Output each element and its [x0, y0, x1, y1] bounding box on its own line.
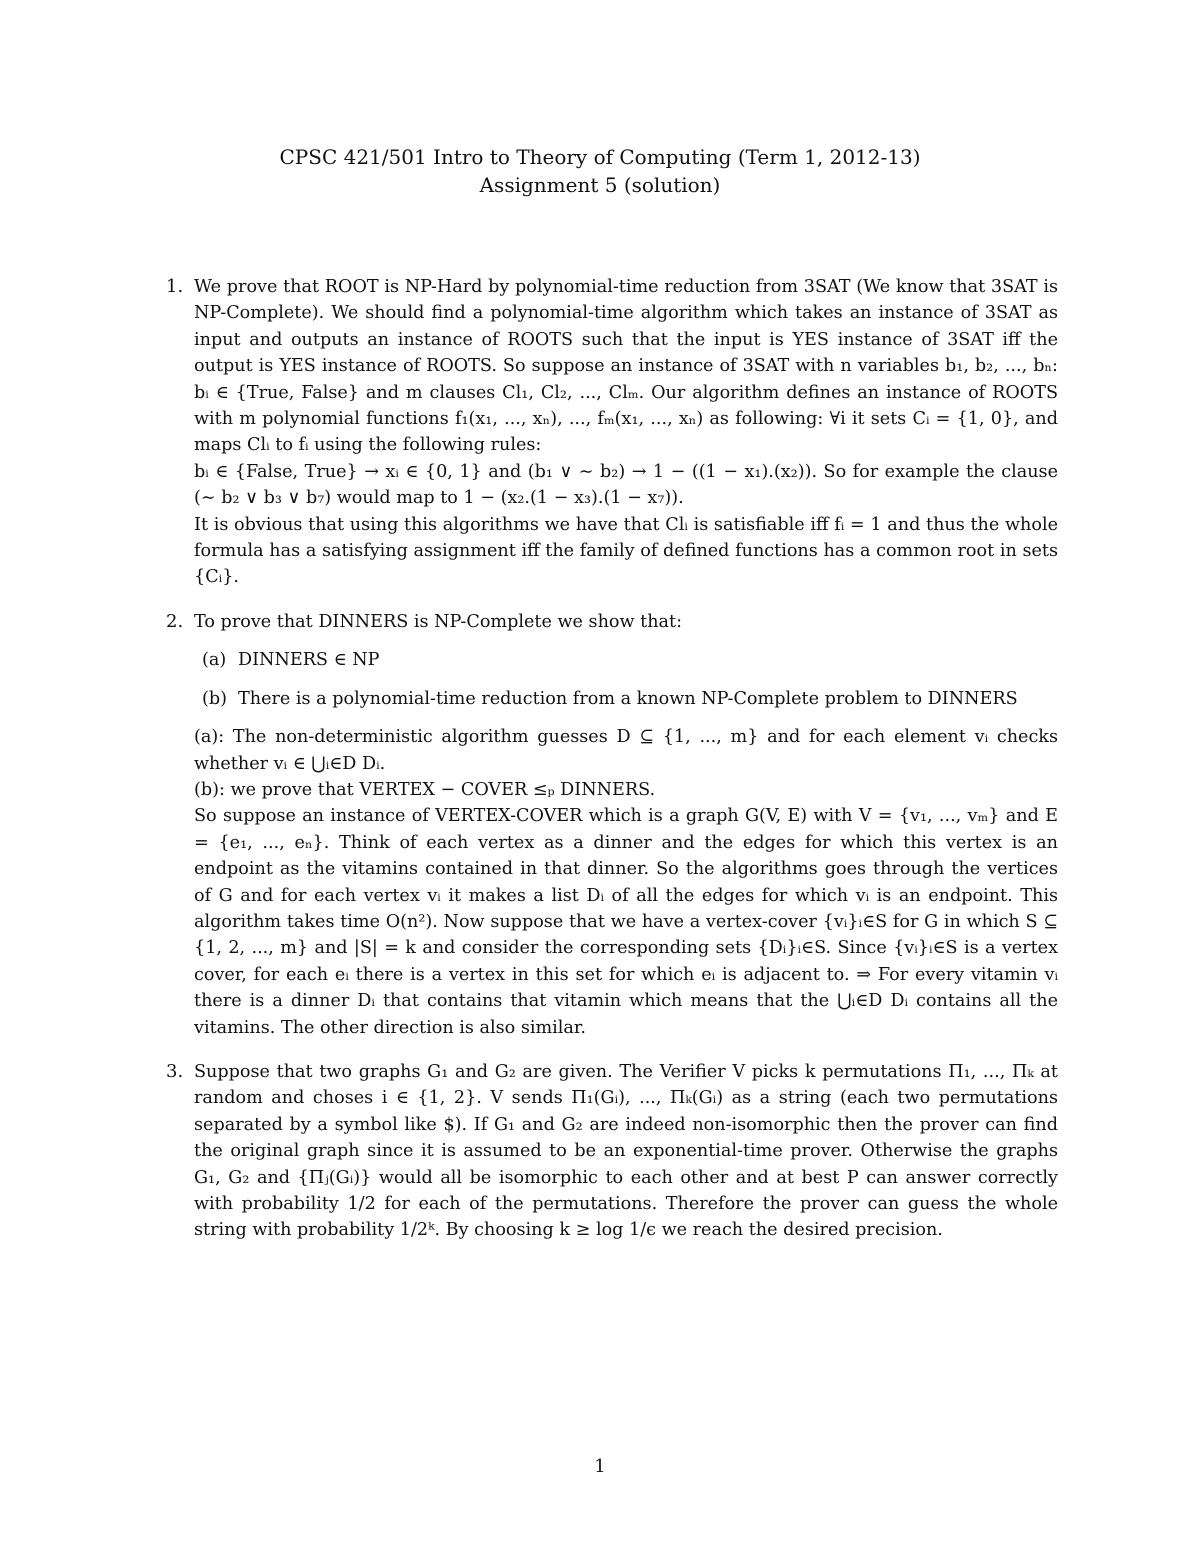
problem-3 [166, 1059, 1058, 1244]
problem-number: 2. [166, 610, 184, 632]
document-title [0, 143, 1200, 199]
subitem-text: DINNERS ∈ NP [238, 650, 380, 671]
subitem-a [194, 647, 1058, 673]
problem-text: (a): The non-deterministic algorithm guesses D ⊆ {1, ..., m} and for each element vᵢ checks whether vᵢ ∈ ⋃ᵢ∈D Dᵢ. (b): we prove that VERTEX − COVER ≤ₚ DINNERS. So suppose an instance of VERTEX-COVER which is a graph G(V, E) with V = {v₁, ..., vₘ} and E = {e₁, ..., eₙ}. Think of each vertex as a dinner and the edges for which this vertex is an endpoint as the vitamins contained in that dinner. So the algorithms goes through the vertices of G and for each vertex vᵢ it makes a list Dᵢ of all the edges for which vᵢ is an endpoint. This algorithm takes time O(n²). Now suppose that we have a vertex-cover {vᵢ}ᵢ∈S for G in which S ⊆ {1, 2, ..., m} and |S| = k and consider the corresponding sets {Dᵢ}ᵢ∈S. Since {vᵢ}ᵢ∈S is a vertex cover, for each eᵢ there is a vertex in this set for which eᵢ is adjacent to. ⇒ For every vitamin vᵢ there is a dinner Dᵢ that contains that vitamin which means that the ⋃ᵢ∈D Dᵢ contains all the vitamins. The other direction is also similar. [194, 727, 1058, 1038]
problem-2 [166, 609, 1058, 1041]
title-line-1: CPSC 421/501 Intro to Theory of Computing (Term 1, 2012-13) [279, 145, 921, 169]
subitem-list [194, 647, 1058, 712]
problem-list [166, 274, 1058, 1262]
subitem-b [194, 686, 1058, 712]
page-number: 1 [594, 1456, 606, 1477]
problem-number: 1. [166, 276, 184, 297]
subitem-label: (a) [202, 650, 227, 671]
problem-text: We prove that ROOT is NP-Hard by polynomial-time reduction from 3SAT (We know that 3SAT is NP-Complete). We should find a polynomial-time algorithm which takes an instance of 3SAT as input and outputs an instance of ROOTS such that the input is YES instance of 3SAT iff the output is YES instance of ROOTS. So suppose an instance of 3SAT with n variables b₁, b₂, ..., bₙ: bᵢ ∈ {True, False} and m clauses Cl₁, Cl₂, ..., Clₘ. Our algorithm defines an instance of ROOTS with m polynomial functions f₁(x₁, ..., xₙ), ..., fₘ(x₁, ..., xₙ) as following: ∀i it sets Cᵢ = {1, 0}, and maps Clᵢ to fᵢ using the following rules: bᵢ ∈ {False, True} → xᵢ ∈ {0, 1} and (b₁ ∨ ∼ b₂) → 1 − ((1 − x₁).(x₂)). So for example the clause (∼ b₂ ∨ b₃ ∨ b₇) would map to 1 − (x₂.(1 − x₃).(1 − x₇)). It is obvious that using this algorithms we have that Clᵢ is satisfiable iff fᵢ = 1 and thus the whole formula has a satisfying assignment iff the family of defined functions has a common root in sets {Cᵢ}. [194, 277, 1058, 588]
problem-text: Suppose that two graphs G₁ and G₂ are given. The Verifier V picks k permutations Π₁, ..., Πₖ at random and choses i ∈ {1, 2}. V sends Π₁(Gᵢ), ..., Πₖ(Gᵢ) as a string (each two permutations separated by a symbol like $). If G₁ and G₂ are indeed non-isomorphic then the prover can find the original graph since it is assumed to be an exponential-time prover. Otherwise the graphs G₁, G₂ and {Πⱼ(Gᵢ)} would all be isomorphic to each other and at best P can answer correctly with probability 1/2 for each of the permutations. Therefore the prover can guess the whole string with probability 1/2ᵏ. By choosing k ≥ log 1/ϵ we reach the desired precision. [194, 1061, 1058, 1241]
subitem-text: There is a polynomial-time reduction from a known NP-Complete problem to DINNERS [238, 688, 1018, 709]
problem-number: 3. [166, 1060, 184, 1082]
problem-1 [166, 274, 1058, 591]
title-line-2: Assignment 5 (solution) [479, 173, 721, 197]
subitem-label: (b) [202, 688, 227, 709]
problem-intro: To prove that DINNERS is NP-Complete we show that: [194, 611, 683, 632]
